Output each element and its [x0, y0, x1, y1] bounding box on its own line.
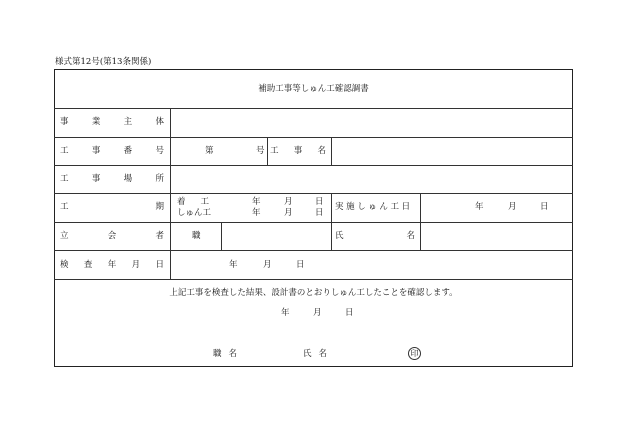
divider [54, 165, 573, 166]
koji-bango-go: 号 [256, 146, 265, 156]
divider [54, 279, 573, 280]
form-frame [54, 69, 573, 367]
divider [331, 193, 332, 250]
label-koji-bango: 工 事 番 号 [60, 146, 164, 156]
shunko-month: 月 [284, 208, 293, 218]
label-kensa-date: 検 査 年 月 日 [60, 260, 164, 270]
seal-icon [408, 347, 421, 360]
shunko-label: しゅん工 [177, 208, 212, 218]
chakko-year: 年 [252, 197, 261, 207]
jisshi-day: 日 [540, 202, 549, 212]
label-koji-mei: 工 事 名 [270, 146, 326, 156]
cert-day: 日 [345, 308, 354, 318]
divider [420, 193, 421, 250]
label-jigyo-shutai: 事 業 主 体 [60, 117, 164, 127]
divider [54, 108, 573, 109]
chakko-month: 月 [284, 197, 293, 207]
chakko-day: 日 [315, 197, 324, 207]
shunko-year: 年 [252, 208, 261, 218]
jisshi-year: 年 [475, 202, 484, 212]
kensa-day: 日 [296, 260, 305, 270]
cert-shimei: 氏 名 [303, 349, 327, 359]
divider [170, 108, 171, 279]
divider [221, 222, 222, 250]
cert-shoku-mei: 職 名 [213, 349, 237, 359]
seal-char: 印 [410, 348, 419, 358]
tachiai-shoku: 職 [192, 231, 201, 241]
divider [267, 137, 268, 165]
label-koki: 工 期 [60, 202, 164, 212]
divider [54, 193, 573, 194]
jisshi-month: 月 [508, 202, 517, 212]
koji-bango-dai: 第 [205, 146, 214, 156]
shunko-day: 日 [315, 208, 324, 218]
divider [54, 222, 573, 223]
kensa-year: 年 [229, 260, 238, 270]
form-reference: 様式第12号(第13条関係) [55, 57, 152, 67]
cert-month: 月 [313, 308, 322, 318]
divider [54, 250, 573, 251]
jisshi-shunko-label: 実施しゅん工日 [335, 202, 413, 212]
form-title: 補助工事等しゅん工確認調書 [258, 84, 369, 94]
label-koji-basho: 工 事 場 所 [60, 174, 164, 184]
kensa-month: 月 [263, 260, 272, 270]
tachiai-shimei: 氏 名 [335, 231, 415, 241]
certification-text: 上記工事を検査した結果、設計書のとおりしゅん工したことを確認します。 [169, 288, 458, 298]
label-tachiai: 立 会 者 [60, 231, 164, 241]
divider [331, 137, 332, 165]
chakko-label: 着 工 [177, 197, 209, 207]
cert-year: 年 [281, 308, 290, 318]
divider [54, 137, 573, 138]
